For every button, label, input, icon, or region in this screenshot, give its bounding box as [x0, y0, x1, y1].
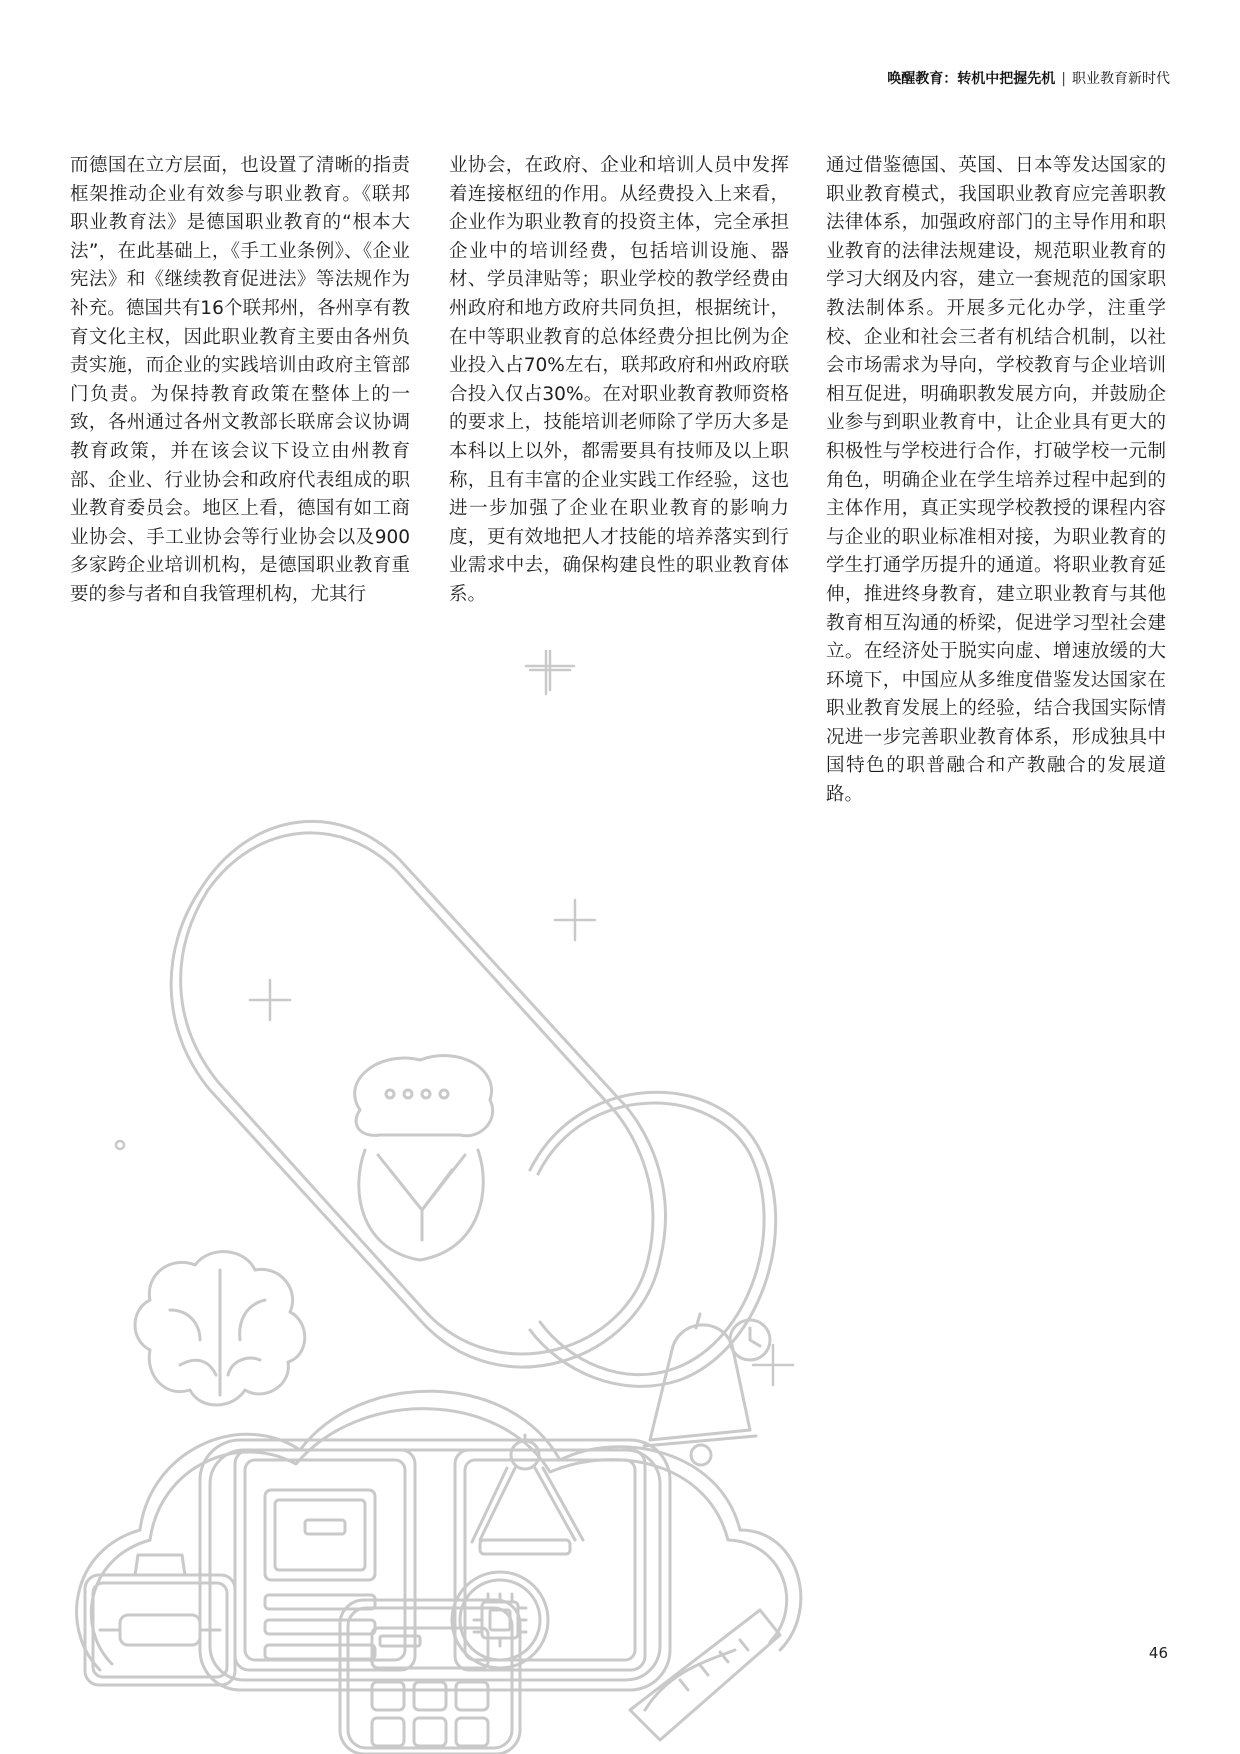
graduate-head-icon: [355, 1056, 493, 1260]
bell-icon: [644, 1314, 770, 1465]
toolbox-icon: [85, 1555, 235, 1685]
background-capsule-shape: [171, 821, 665, 1367]
page-number: 46: [1148, 1644, 1168, 1662]
header-separator: |: [1061, 71, 1066, 87]
brain-icon: [135, 1252, 305, 1405]
plus-sparkle-icon: [116, 650, 820, 1385]
calculator-icon: [340, 1600, 520, 1754]
protractor-icon: [630, 1610, 780, 1740]
education-line-illustration: [60, 650, 820, 1754]
header-section: 职业教育新时代: [1072, 71, 1170, 87]
text-column-3: [826, 152, 1166, 810]
text-column-1: [70, 152, 410, 610]
running-header: [887, 68, 1170, 88]
column-2-text: 业协会，在政府、企业和培训人员中发挥着连接枢纽的作用。从经费投入上来看，企业作为职业教育的投资主体，完全承担企业中的培训经费，包括培训设施、器材、学员津贴等；职业学校的教学经费由州政府和地方政府共同负担，根据统计，在中等职业教育的总体经费分担比例为企业投入占70%左右，联邦政府和州政府联合投入仅占30%。在对职业教育教师资格的要求上，技能培训老师除了学历大多是本科以上以外，都需要具有技师及以上职称，且有丰富的企业实践工作经验，这也进一步加强了企业在职业教育的影响力度，更有效地把人才技能的培养落实到行业需求中去，确保构建良性的职业教育体系。: [449, 155, 789, 605]
column-3-text: 通过借鉴德国、英国、日本等发达国家的职业教育模式，我国职业教育应完善职教法律体系，加强政府部门的主导作用和职业教育的法律法规建设，规范职业教育的学习大纲及内容，建立一套规范的国家职教法制体系。开展多元化办学，注重学校、企业和社会三者有机结合机制，以社会市场需求为导向，学校教育与企业培训相互促进，明确职教发展方向，并鼓励企业参与到职业教育中，让企业具有更大的积极性与学校进行合作，打破学校一元制角色，明确企业在学生培养过程中起到的主体作用，真正实现学校教授的课程内容与企业的职业标准相对接，为职业教育的学生打通学历提升的通道。将职业教育延伸，推进终身教育，建立职业教育与其他教育相互沟通的桥梁，促进学习型社会建立。在经济处于脱实向虚、增速放缓的大环境下，中国应从多维度借鉴发达国家在职业教育发展上的经验，结合我国实际情况进一步完善职业教育体系，形成独具中国特色的职普融合和产教融合的发展道路。: [826, 155, 1166, 806]
header-title: 唤醒教育：转机中把握先机: [887, 71, 1056, 87]
book-icon: [200, 1440, 670, 1690]
column-1-text: 而德国在立方层面，也设置了清晰的指责框架推动企业有效参与职业教育。《联邦职业教育法》是德国职业教育的“根本大法”，在此基础上，《手工业条例》、《企业宪法》和《继续教育促进法》等法规作为补充。德国共有16个联邦州，各州享有教育文化主权，因此职业教育主要由各州负责实施，而企业的实践培训由政府主管部门负责。为保持教育政策在整体上的一致，各州通过各州文教部长联席会议协调教育政策，并在该会议下设立由州教育部、企业、行业协会和政府代表组成的职业教育委员会。地区上看，德国有如工商业协会、手工业协会等行业协会以及900多家跨企业培训机构，是德国职业教育重要的参与者和自我管理机构，尤其行: [70, 155, 410, 605]
text-column-2: [449, 152, 789, 610]
